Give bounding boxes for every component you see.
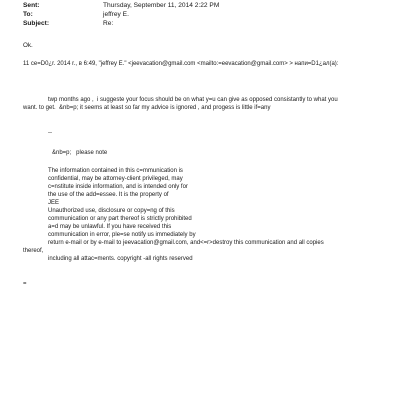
sent-label: Sent: [23,1,40,9]
disclaimer-line: The information contained in this c=mmunication is [48,168,183,174]
disclaimer-line: thereof, [23,248,44,254]
greeting: Ok. [23,42,33,49]
disclaimer-line: JEE [48,200,60,206]
disclaimer-line: the use of the add=essee. It is the property of [48,192,169,198]
disclaimer-line: communication in error, ple=se notify us immediately by [48,232,196,238]
sent-row [23,1,219,9]
subject-row [23,19,113,27]
to-value: jeffrey E. [103,10,129,18]
disclaimer-line: a=d may be unlawful. If you have received this [48,224,172,230]
subject-value: Re: [103,19,114,27]
disclaimer-line: communication or any part thereof is strictly prohibited [48,216,192,222]
trailer-mark: = [23,281,27,287]
disclaimer-line: Unauthorized use, disclosure or copy=ng of this [48,208,175,214]
to-row [23,10,129,18]
please-note: &nb=p; please note [52,150,108,156]
dashes: -- [48,130,52,136]
sent-value: Thursday, September 11, 2014 2:22 PM [103,1,220,9]
disclaimer-line: c=nstitute inside information, and is intended only for [48,184,188,190]
disclaimer-line: confidential, may be attorney-client privileged, may [48,176,183,182]
to-label: To: [23,10,33,18]
paragraph-line-1: twp months ago , i suggeste your focus should be on what y=u can give as opposed consistantly to what you [48,97,338,103]
paragraph-line-2: want. to get. &nb=p; it seems at least so far my advice is ignored , and progess is little if=any [23,105,271,111]
subject-label: Subject: [23,19,50,27]
quote-header: 11 ce=D0¿r. 2014 r., в 6:49, "jeffrey E." <jeevacation@gmail.com <mailto:=eevacation@gmail.com> > напи=D1¿ал(a): [23,61,339,67]
disclaimer-line: including all attac=ments. copyright -all rights reserved [48,256,193,262]
disclaimer-line: return e-mail or by e-mail to jeevacation@gmail.com, and<=r>destroy this communication and all copies [48,240,324,246]
